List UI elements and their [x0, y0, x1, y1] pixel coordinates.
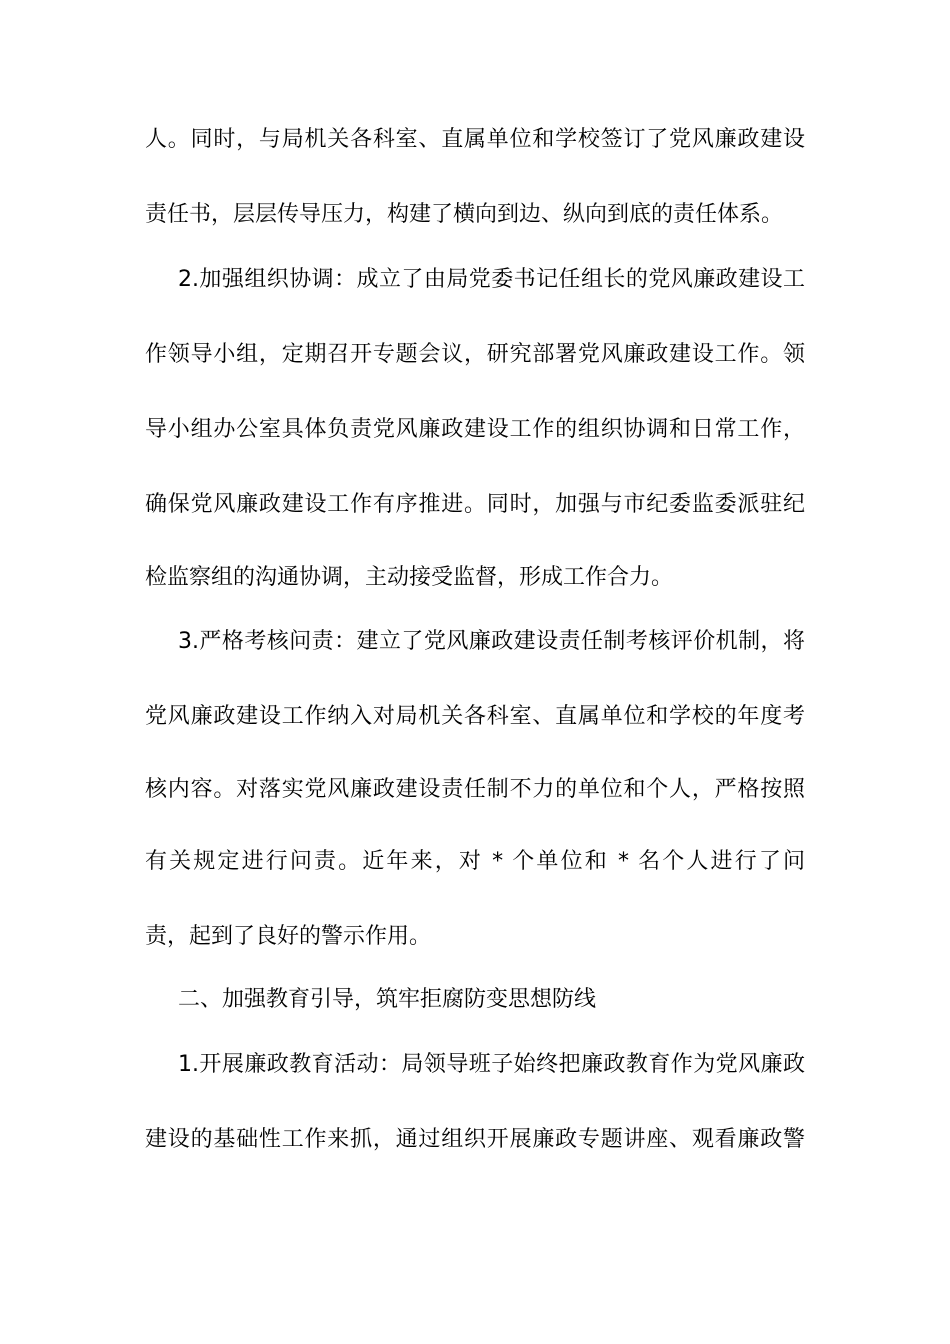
paragraph-line: 党风廉政建设工作纳入对局机关各科室、直属单位和学校的年度考 — [145, 704, 805, 729]
section-heading: 二、加强教育引导，筑牢拒腐防变思想防线 — [178, 987, 597, 1012]
paragraph-line: 导小组办公室具体负责党风廉政建设工作的组织协调和日常工作， — [145, 417, 805, 442]
paragraph-line: 作领导小组，定期召开专题会议，研究部署党风廉政建设工作。领 — [145, 342, 805, 367]
paragraph-line: 核内容。对落实党风廉政建设责任制不力的单位和个人，严格按照 — [145, 777, 805, 802]
paragraph-line: 建设的基础性工作来抓，通过组织开展廉政专题讲座、观看廉政警 — [145, 1127, 805, 1152]
paragraph-line: 检监察组的沟通协调，主动接受监督，形成工作合力。 — [145, 565, 674, 590]
paragraph-line: 确保党风廉政建设工作有序推进。同时，加强与市纪委监委派驻纪 — [145, 492, 805, 517]
paragraph-line: 人。同时，与局机关各科室、直属单位和学校签订了党风廉政建设 — [145, 127, 805, 152]
paragraph-line: 2.加强组织协调：成立了由局党委书记任组长的党风廉政建设工 — [178, 267, 805, 292]
paragraph-line: 责任书，层层传导压力，构建了横向到边、纵向到底的责任体系。 — [145, 202, 784, 227]
paragraph-line: 3.严格考核问责：建立了党风廉政建设责任制考核评价机制，将 — [178, 629, 805, 654]
paragraph-line: 1.开展廉政教育活动：局领导班子始终把廉政教育作为党风廉政 — [178, 1052, 805, 1077]
paragraph-line: 有关规定进行问责。近年来，对 * 个单位和 * 名个人进行了问 — [145, 849, 805, 874]
paragraph-line: 责，起到了良好的警示作用。 — [145, 924, 432, 949]
